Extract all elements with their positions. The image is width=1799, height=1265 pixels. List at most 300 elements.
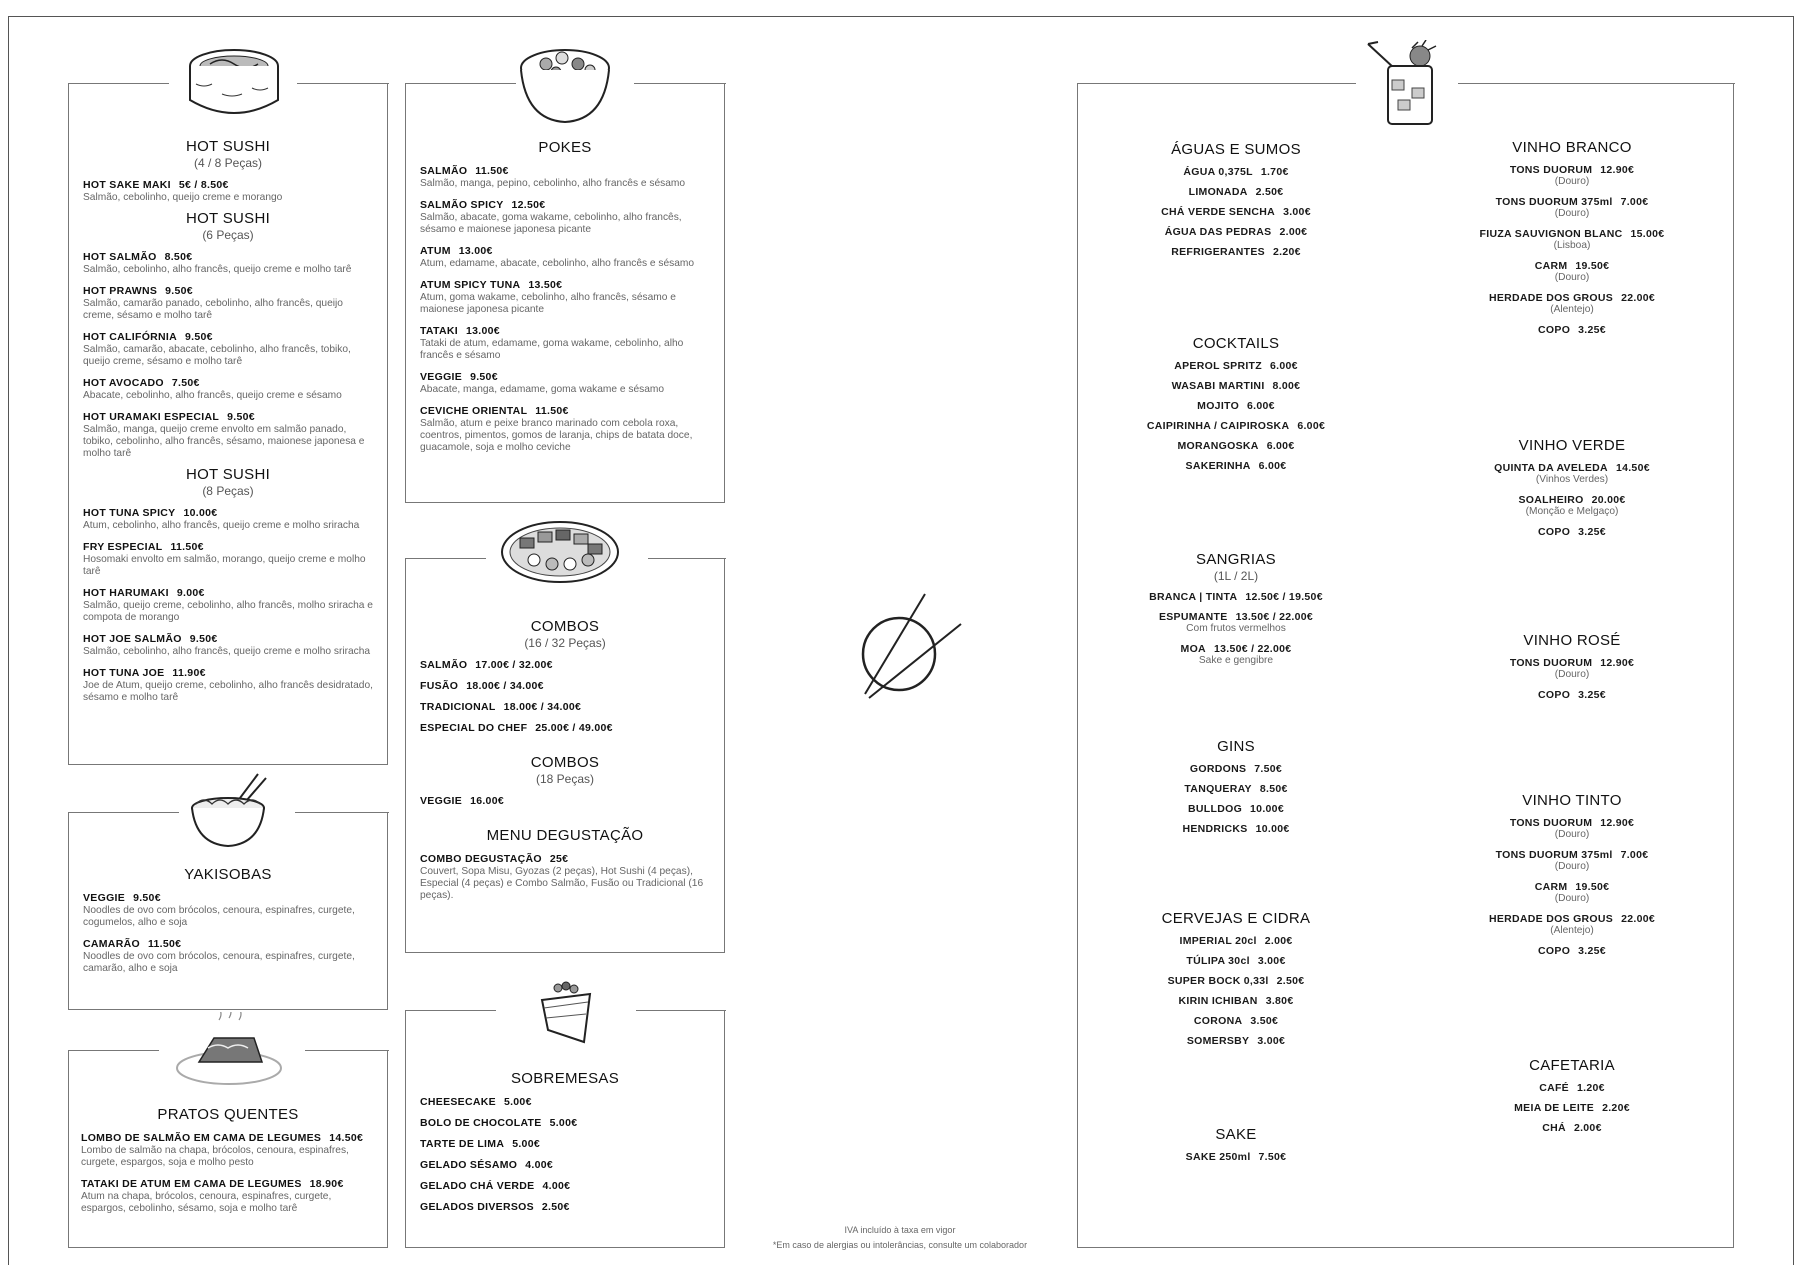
menu-item-price: 8.00€	[1272, 380, 1301, 392]
menu-item-name: FRY ESPECIAL	[83, 541, 163, 553]
menu-item-name: KIRIN ICHIBAN	[1178, 995, 1258, 1007]
menu-item-price: 11.50€	[170, 541, 204, 553]
menu-item-price: 12.50€ / 19.50€	[1245, 591, 1323, 603]
cafetaria-title: CAFETARIA	[1529, 1057, 1615, 1074]
menu-item-price: 6.00€	[1247, 400, 1275, 412]
menu-item	[420, 795, 710, 807]
menu-item-price: 10.00€	[183, 507, 218, 519]
menu-item-description: (Monção e Melgaço)	[1525, 506, 1619, 517]
menu-item	[420, 405, 710, 454]
menu-item	[1412, 260, 1732, 284]
menu-item	[1076, 1015, 1396, 1027]
sake-section	[1076, 1126, 1396, 1163]
menu-item	[420, 325, 710, 362]
menu-item-header	[420, 371, 710, 383]
menu-item-header	[420, 1180, 710, 1192]
hot-plate-icon	[174, 1012, 284, 1092]
cocktails-list	[1076, 360, 1396, 472]
poke-bowl-icon	[516, 40, 614, 128]
menu-item-header	[420, 279, 710, 291]
menu-item-price: 2.00€	[1573, 1122, 1602, 1134]
menu-item-price: 5.00€	[512, 1138, 540, 1150]
menu-item-header	[1076, 380, 1396, 392]
menu-degustacao-list	[420, 853, 710, 902]
cafetaria-section	[1412, 1057, 1732, 1134]
menu-item-header	[83, 633, 373, 645]
menu-item-name: LOMBO DE SALMÃO EM CAMA DE LEGUMES	[81, 1132, 322, 1144]
menu-item-header	[1076, 420, 1396, 432]
menu-item-price: 11.90€	[172, 667, 206, 679]
vinho-tinto-list	[1412, 817, 1732, 957]
sake-list	[1076, 1151, 1396, 1163]
combos-18-title: COMBOS	[530, 754, 600, 771]
menu-item	[420, 701, 710, 713]
menu-item-name: TATAKI	[420, 325, 458, 337]
cake-slice-icon	[536, 980, 596, 1046]
aguas-list	[1076, 166, 1396, 258]
menu-item	[1076, 186, 1396, 198]
menu-item	[420, 1201, 710, 1213]
menu-item-header	[83, 541, 373, 553]
menu-item-description: (Douro)	[1554, 861, 1590, 872]
menu-item	[1412, 657, 1732, 681]
menu-item	[420, 279, 710, 316]
menu-item-header	[420, 680, 710, 692]
menu-item	[83, 507, 373, 532]
menu-item-name: FUSÃO	[420, 680, 459, 692]
menu-item-name: MOA	[1180, 643, 1206, 655]
menu-item-header	[83, 938, 373, 950]
menu-item-description: Salmão, camarão, abacate, cebolinho, alho francês, tobiko, queijo creme, sésamo e molho tarê	[83, 344, 351, 367]
menu-item-price: 13.50€ / 22.00€	[1213, 643, 1292, 655]
menu-item-name: MEIA DE LEITE	[1514, 1102, 1595, 1114]
menu-item-description: Atum, cebolinho, alho francês, queijo creme e molho sriracha	[83, 520, 360, 531]
menu-item-description: Atum, edamame, abacate, cebolinho, alho francês e sésamo	[420, 258, 695, 269]
menu-item-price: 13.50€ / 22.00€	[1235, 611, 1314, 623]
vinho-tinto-title: VINHO TINTO	[1522, 792, 1622, 809]
menu-item-name: HOT TUNA SPICY	[83, 507, 176, 519]
menu-item-header	[1076, 460, 1396, 472]
hot-sushi-4-8-subtitle: (4 / 8 Peças)	[193, 156, 263, 170]
menu-item-description: Abacate, manga, edamame, goma wakame e sésamo	[420, 384, 665, 395]
menu-item-price: 25.00€ / 49.00€	[535, 722, 613, 734]
menu-item-price: 19.50€	[1575, 881, 1610, 893]
menu-item-header	[1076, 226, 1396, 238]
hot-sushi-4-8-list	[83, 179, 373, 204]
chopsticks-logo-icon	[855, 590, 965, 700]
menu-item-description: (Douro)	[1554, 208, 1590, 219]
menu-item-price: 3.80€	[1265, 995, 1294, 1007]
vinho-branco-title: VINHO BRANCO	[1512, 139, 1632, 156]
menu-item-name: TÚLIPA 30cl	[1186, 955, 1250, 967]
menu-item-description: Tataki de atum, edamame, goma wakame, cebolinho, alho francês e sésamo	[420, 338, 684, 361]
menu-item	[1412, 1122, 1732, 1134]
menu-item-price: 12.50€	[511, 199, 546, 211]
vinho-rose-list	[1412, 657, 1732, 701]
menu-item-description: Lombo de salmão na chapa, brócolos, cenoura, espinafres, curgete, espargos, soja e molho pesto	[81, 1145, 349, 1168]
menu-item	[420, 1159, 710, 1171]
menu-item-header	[420, 405, 710, 417]
menu-item	[1076, 206, 1396, 218]
menu-item-header	[1412, 196, 1732, 208]
menu-item-description: (Douro)	[1554, 669, 1590, 680]
menu-item-name: TATAKI DE ATUM EM CAMA DE LEGUMES	[81, 1178, 302, 1190]
menu-item	[1412, 196, 1732, 220]
menu-item-header	[1076, 206, 1396, 218]
menu-item-price: 13.50€	[528, 279, 563, 291]
menu-item	[81, 1132, 375, 1169]
menu-item	[83, 377, 373, 402]
menu-item-price: 7.50€	[171, 377, 200, 389]
menu-item	[83, 633, 373, 658]
menu-item-header	[1412, 324, 1732, 336]
hot-sushi-6-title: HOT SUSHI	[185, 210, 271, 227]
menu-item-price: 3.00€	[1283, 206, 1311, 218]
sangrias-section	[1076, 551, 1396, 667]
menu-item-header	[83, 411, 373, 423]
cervejas-section	[1076, 910, 1396, 1047]
menu-item-price: 11.50€	[475, 165, 509, 177]
menu-item-name: HERDADE DOS GROUS	[1488, 292, 1614, 304]
sangrias-title: SANGRIAS	[1196, 551, 1276, 568]
menu-item-name: MOJITO	[1197, 400, 1240, 412]
menu-item-name: VEGGIE	[83, 892, 126, 904]
menu-item	[1076, 380, 1396, 392]
menu-item	[1412, 817, 1732, 841]
menu-item-description: Salmão, abacate, goma wakame, cebolinho, alho francês, sésamo e maionese japonesa picante	[420, 212, 682, 235]
menu-item-header	[1412, 689, 1732, 701]
hot-sushi-8-title: HOT SUSHI	[185, 466, 271, 483]
menu-item-header	[83, 179, 373, 191]
menu-item	[1076, 823, 1396, 835]
menu-item	[1412, 689, 1732, 701]
menu-item-name: TONS DUORUM 375ml	[1495, 196, 1613, 208]
menu-item-price: 14.50€	[329, 1132, 364, 1144]
menu-item-price: 2.50€	[1255, 186, 1284, 198]
menu-item-header	[1412, 945, 1732, 957]
menu-item-name: HOT SALMÃO	[83, 251, 157, 263]
menu-item-price: 3.50€	[1250, 1015, 1279, 1027]
menu-item-header	[420, 1201, 710, 1213]
menu-item-price: 13.00€	[458, 245, 493, 257]
menu-item-description: Noodles de ovo com brócolos, cenoura, espinafres, curgete, camarão, alho e soja	[83, 951, 355, 974]
menu-item	[1076, 783, 1396, 795]
menu-item	[420, 1096, 710, 1108]
menu-item-price: 9.50€	[470, 371, 498, 383]
menu-item-header	[1076, 955, 1396, 967]
combos-16-32-list	[420, 659, 710, 734]
menu-item	[1076, 975, 1396, 987]
menu-item-description: Joe de Atum, queijo creme, cebolinho, alho francês desidratado, sésamo e molho tarê	[83, 680, 373, 703]
menu-item-header	[83, 331, 373, 343]
menu-item-name: TONS DUORUM	[1509, 817, 1593, 829]
menu-item-description: Salmão, manga, pepino, cebolinho, alho francês e sésamo	[420, 178, 686, 189]
menu-item	[83, 285, 373, 322]
menu-item-price: 14.50€	[1615, 462, 1650, 474]
menu-item	[83, 587, 373, 624]
menu-item-price: 3.00€	[1257, 1035, 1286, 1047]
menu-item-header	[81, 1132, 375, 1144]
menu-item-price: 2.20€	[1272, 246, 1301, 258]
menu-item-name: COPO	[1538, 324, 1571, 336]
menu-item	[420, 680, 710, 692]
menu-item-price: 5€ / 8.50€	[178, 179, 229, 191]
menu-item-header	[420, 795, 710, 807]
menu-item	[1076, 1151, 1396, 1163]
menu-item-header	[1076, 400, 1396, 412]
menu-item-price: 9.50€	[227, 411, 255, 423]
menu-item-name: HENDRICKS	[1182, 823, 1248, 835]
menu-item	[1412, 526, 1732, 538]
menu-item	[420, 199, 710, 236]
menu-item-header	[420, 1138, 710, 1150]
menu-item-name: GORDONS	[1189, 763, 1247, 775]
menu-item-price: 2.50€	[541, 1201, 570, 1213]
menu-item-header	[81, 1178, 375, 1190]
menu-item-price: 4.00€	[525, 1159, 554, 1171]
menu-item-name: HOT SAKE MAKI	[83, 179, 171, 191]
menu-item-price: 6.00€	[1266, 440, 1295, 452]
cocktail-glass-icon	[1364, 40, 1444, 130]
yakisobas-title: YAKISOBAS	[184, 866, 272, 883]
menu-item-header	[1412, 881, 1732, 893]
menu-item-description: Sake e gengibre	[1198, 655, 1274, 666]
menu-item-price: 2.00€	[1279, 226, 1308, 238]
menu-item-name: COMBO DEGUSTAÇÃO	[420, 853, 542, 865]
vinho-rose-section	[1412, 632, 1732, 701]
menu-item	[1076, 763, 1396, 775]
menu-item-header	[1076, 995, 1396, 1007]
menu-item-name: GELADOS DIVERSOS	[420, 1201, 534, 1213]
menu-item	[420, 371, 710, 396]
menu-item-name: FIUZA SAUVIGNON BLANC	[1479, 228, 1623, 240]
menu-item-description: (Alentejo)	[1550, 925, 1594, 936]
menu-item-name: HOT JOE SALMÃO	[83, 633, 182, 645]
combos-box	[405, 558, 725, 953]
menu-item-name: CHÁ	[1542, 1122, 1566, 1134]
menu-item-price: 9.50€	[189, 633, 218, 645]
menu-item	[420, 659, 710, 671]
menu-item	[83, 667, 373, 704]
menu-item-header	[83, 285, 373, 297]
menu-item-header	[1076, 975, 1396, 987]
vinho-tinto-section	[1412, 792, 1732, 957]
menu-item-name: SALMÃO	[420, 659, 468, 671]
menu-item-description: Salmão, manga, queijo creme envolto em salmão panado, tobiko, cebolinho, alho francês, sésamo, maionese japonesa e molho tarê	[83, 424, 365, 459]
menu-item-description: Com frutos vermelhos	[1186, 623, 1286, 634]
menu-item-name: CHÁ VERDE SENCHA	[1161, 206, 1276, 218]
menu-item	[1412, 462, 1732, 486]
menu-item-header	[1076, 783, 1396, 795]
menu-item-price: 8.50€	[1259, 783, 1288, 795]
menu-item-name: TONS DUORUM	[1509, 657, 1593, 669]
vinho-verde-title: VINHO VERDE	[1518, 437, 1626, 454]
menu-item	[1412, 324, 1732, 336]
menu-item-name: IMPERIAL 20cl	[1179, 935, 1257, 947]
menu-item-description: Abacate, cebolinho, alho francês, queijo creme e sésamo	[83, 390, 342, 401]
menu-item	[1412, 164, 1732, 188]
menu-item	[81, 1178, 375, 1215]
pokes-box	[405, 83, 725, 503]
menu-item	[1076, 440, 1396, 452]
gins-title: GINS	[1217, 738, 1255, 755]
menu-item-price: 9.00€	[176, 587, 205, 599]
pratos-quentes-list	[81, 1132, 375, 1215]
menu-item-description: Salmão, atum e peixe branco marinado com cebola roxa, coentros, pimentos, gomos de laranja, chips de batata doce, guacamole, soja e molho ceviche	[420, 418, 693, 453]
noodle-bowl-icon	[184, 772, 280, 852]
menu-item	[1412, 1102, 1732, 1114]
menu-item	[1412, 228, 1732, 252]
menu-item-price: 7.50€	[1254, 763, 1283, 775]
menu-item-price: 20.00€	[1591, 494, 1626, 506]
menu-item-price: 11.50€	[147, 938, 182, 950]
menu-item-header	[1076, 186, 1396, 198]
combos-16-32-subtitle: (16 / 32 Peças)	[524, 636, 606, 650]
menu-item-header	[1076, 440, 1396, 452]
hot-sushi-box	[68, 83, 388, 765]
menu-item-header	[1076, 763, 1396, 775]
menu-item-price: 19.50€	[1575, 260, 1610, 272]
menu-item-header	[420, 853, 710, 865]
menu-item-header	[1412, 292, 1732, 304]
menu-item-price: 9.50€	[133, 892, 161, 904]
menu-item-name: ESPUMANTE	[1158, 611, 1228, 623]
menu-item-name: HERDADE DOS GROUS	[1488, 913, 1614, 925]
menu-item-header	[1076, 1015, 1396, 1027]
menu-item-description: Noodles de ovo com brócolos, cenoura, espinafres, curgete, cogumelos, alho e soja	[83, 905, 355, 928]
menu-item-price: 2.50€	[1276, 975, 1305, 987]
menu-item-price: 13.00€	[465, 325, 500, 337]
menu-item	[83, 331, 373, 368]
pratos-quentes-title: PRATOS QUENTES	[157, 1106, 299, 1123]
sobremesas-list	[420, 1096, 710, 1213]
menu-item-header	[1412, 164, 1732, 176]
sake-title: SAKE	[1215, 1126, 1257, 1143]
menu-item	[1076, 591, 1396, 603]
menu-item	[420, 853, 710, 902]
menu-item-name: SAKERINHA	[1185, 460, 1251, 472]
menu-item-name: REFRIGERANTES	[1171, 246, 1265, 258]
menu-degustacao-title: MENU DEGUSTAÇÃO	[486, 827, 644, 844]
menu-item-header	[1076, 1151, 1396, 1163]
hot-sushi-8-list	[83, 507, 373, 704]
gins-section	[1076, 738, 1396, 835]
menu-item-header	[1412, 913, 1732, 925]
menu-item	[1076, 955, 1396, 967]
menu-item-name: HOT URAMAKI ESPECIAL	[83, 411, 220, 423]
menu-item-name: SOALHEIRO	[1518, 494, 1584, 506]
menu-item-price: 9.50€	[185, 331, 213, 343]
menu-item-description: (Douro)	[1554, 176, 1590, 187]
menu-item	[1412, 849, 1732, 873]
menu-item-name: ÁGUA 0,375L	[1183, 166, 1253, 178]
sushi-platter-icon	[498, 508, 622, 588]
menu-item-header	[1076, 935, 1396, 947]
menu-item-name: SUPER BOCK 0,33l	[1167, 975, 1269, 987]
menu-item-price: 5.00€	[549, 1117, 578, 1129]
menu-item	[1076, 246, 1396, 258]
menu-item-price: 3.25€	[1578, 689, 1606, 701]
menu-item-header	[1412, 1122, 1732, 1134]
menu-item-header	[1412, 494, 1732, 506]
menu-item-header	[420, 701, 710, 713]
vinho-verde-list	[1412, 462, 1732, 538]
menu-item-name: QUINTA DA AVELEDA	[1494, 462, 1608, 474]
menu-item	[420, 245, 710, 270]
menu-item-header	[420, 245, 710, 257]
footer-notes	[720, 1223, 1080, 1253]
menu-item-name: VEGGIE	[420, 795, 463, 807]
menu-item-name: HOT CALIFÓRNIA	[83, 331, 178, 343]
menu-item-description: Atum, goma wakame, cebolinho, alho francês, sésamo e maionese japonesa picante	[420, 292, 676, 315]
menu-item-header	[420, 1117, 710, 1129]
menu-item	[420, 722, 710, 734]
menu-item	[83, 892, 373, 929]
menu-item	[1076, 400, 1396, 412]
sushi-roll-icon	[182, 44, 286, 124]
menu-item	[1076, 1035, 1396, 1047]
menu-item-header	[83, 587, 373, 599]
menu-item-price: 10.00€	[1250, 803, 1284, 815]
menu-item-price: 22.00€	[1621, 913, 1656, 925]
menu-item	[420, 165, 710, 190]
menu-item-name: CORONA	[1193, 1015, 1243, 1027]
pokes-list	[420, 165, 710, 454]
menu-item-price: 6.00€	[1258, 460, 1287, 472]
menu-item-name: CARM	[1534, 260, 1568, 272]
aguas-title: ÁGUAS E SUMOS	[1171, 141, 1301, 158]
menu-item-price: 7.00€	[1620, 849, 1649, 861]
menu-item-price: 3.25€	[1578, 324, 1606, 336]
menu-item-header	[1076, 823, 1396, 835]
menu-item	[1076, 611, 1396, 635]
menu-item-header	[1076, 1035, 1396, 1047]
menu-item-header	[83, 667, 373, 679]
menu-item	[83, 411, 373, 460]
combos-18-list	[420, 795, 710, 807]
menu-item-name: ÁGUA DAS PEDRAS	[1164, 226, 1272, 238]
menu-item-header	[1076, 360, 1396, 372]
menu-item-name: TONS DUORUM 375ml	[1495, 849, 1613, 861]
menu-item-name: HOT AVOCADO	[83, 377, 164, 389]
menu-item-name: COPO	[1538, 689, 1571, 701]
menu-item-name: SOMERSBY	[1186, 1035, 1250, 1047]
menu-item-price: 11.50€	[535, 405, 569, 417]
sobremesas-title: SOBREMESAS	[510, 1070, 620, 1087]
footer-line-2: *Em caso de alergias ou intolerâncias, consulte um colaborador	[772, 1240, 1028, 1250]
menu-item-name: HOT HARUMAKI	[83, 587, 169, 599]
menu-item-name: TANQUERAY	[1184, 783, 1252, 795]
sangrias-subtitle: (1L / 2L)	[1213, 569, 1259, 583]
menu-item-price: 8.50€	[164, 251, 193, 263]
cervejas-title: CERVEJAS E CIDRA	[1161, 910, 1311, 927]
menu-item-header	[1412, 260, 1732, 272]
menu-item-price: 18.00€ / 34.00€	[466, 680, 544, 692]
menu-item-name: CARM	[1534, 881, 1568, 893]
menu-item-price: 17.00€ / 32.00€	[475, 659, 553, 671]
menu-item-name: CEVICHE ORIENTAL	[420, 405, 528, 417]
menu-item	[1076, 420, 1396, 432]
menu-item-price: 1.70€	[1260, 166, 1289, 178]
menu-item-name: APEROL SPRITZ	[1174, 360, 1262, 372]
menu-item	[1076, 460, 1396, 472]
menu-item-name: ESPECIAL DO CHEF	[420, 722, 528, 734]
menu-item-price: 2.00€	[1264, 935, 1293, 947]
menu-item-name: CAMARÃO	[83, 938, 140, 950]
menu-item-price: 12.90€	[1600, 164, 1635, 176]
menu-item	[1076, 226, 1396, 238]
menu-item-price: 10.00€	[1255, 823, 1290, 835]
